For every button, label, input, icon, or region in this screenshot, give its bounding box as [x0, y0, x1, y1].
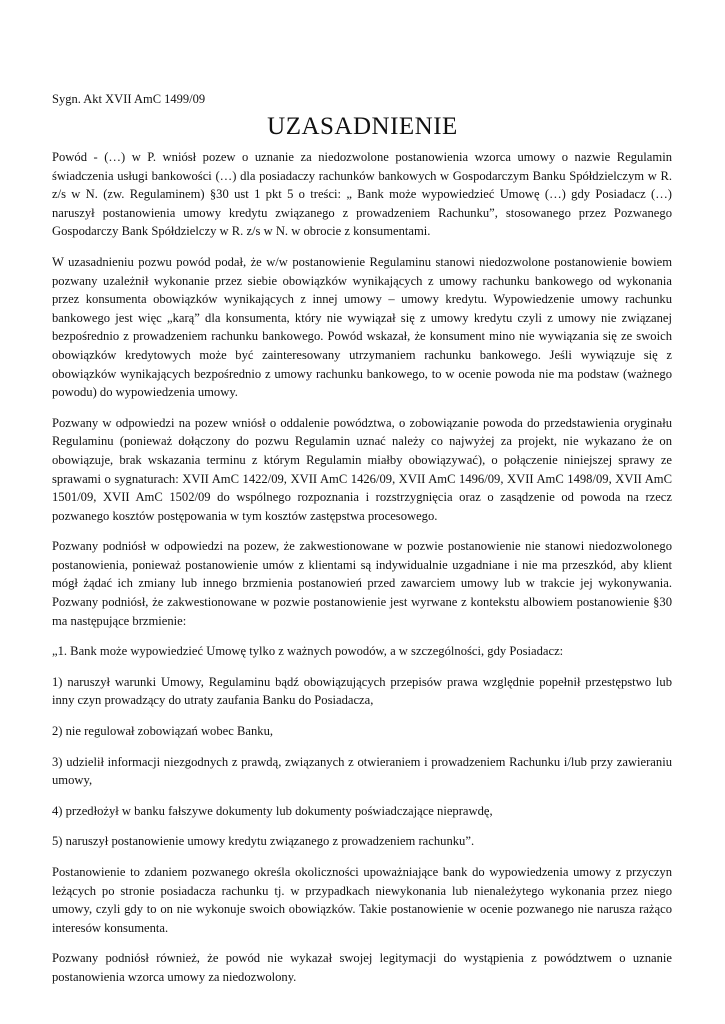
clause-item-5: 5) naruszył postanowienie umowy kredytu związanego z prowadzeniem rachunku”. [52, 834, 475, 849]
clause-item-3: 3) udzielił informacji niezgodnych z prawdą, związanych z otwieraniem i prowadzeniem Rachunku i/lub przy zawieraniu umowy, [52, 754, 672, 788]
paragraph: Pozwany podniósł również, że powód nie wykazał swojej legitymacji do wystąpienia z powództwem o uznanie postanowienia wzorca umowy za niedozwolony. [52, 951, 672, 984]
paragraph: Pozwany w odpowiedzi na pozew wniósł o oddalenie powództwa, o zobowiązanie powoda do przedstawienia oryginału Regulaminu (ponieważ dołączony do pozwu Regulamin uznać należy co najwyżej za projekt, nie wykazano że on obowiązuje, brak wskazania terminu z którym Regulamin miałby obowiązywać), o połączenie niniejszej sprawy ze sprawami o sygnaturach: XVII AmC 1422/09, XVII AmC 1426/09, XVII AmC 1496/09, XVII AmC 1498/09, XVII AmC 1501/09, XVII AmC 1502/09 do wspólnego rozpoznania i rozstrzygnięcia oraz o zasądzenie od powoda na rzecz pozwanego kosztów postępowania w tym kosztów zastępstwa procesowego. [52, 415, 672, 523]
quoted-clause-intro: „1. Bank może wypowiedzieć Umowę tylko z ważnych powodów, a w szczególności, gdy Posiadacz: [52, 644, 564, 659]
paragraph: Pozwany podniósł w odpowiedzi na pozew, że zakwestionowane w pozwie postanowienie nie stanowi niedozwolonego postanowienia, ponieważ postanowienie umów z klientami są indywidualnie uzgadniane i nie ma przeszkód, aby klient mógł żądać ich zmiany lub innego brzmienia postanowień przed zawarciem umowy lub w trakcie jej wykonywania. Pozwany podniósł, że zakwestionowane w pozwie postanowienie jest wyrwane z kontekstu albowiem postanowienie §30 ma następujące brzmienie: [52, 539, 672, 628]
clause-item-2: 2) nie regulował zobowiązań wobec Banku, [52, 724, 274, 739]
paragraph: Postanowienie to zdaniem pozwanego określa okoliczności upoważniające bank do wypowiedzenia umowy z przyczyn leżących po stronie posiadacza rachunku tj. w przypadkach niewykonania lub nienależytego wykonania przez niego umowy, czyli gdy to on nie wykonuje swoich obowiązków. Takie postanowienie w ocenie pozwanego nie narusza rażąco interesów konsumenta. [52, 865, 672, 935]
clause-item-1: 1) naruszył warunki Umowy, Regulaminu bądź obowiązujących przepisów prawa względnie popełnił przestępstwo lub inny czyn prowadzący do utraty zaufania Banku do Posiadacza, [52, 674, 672, 708]
clause-item-4: 4) przedłożył w banku fałszywe dokumenty lub dokumenty poświadczające nieprawdę, [52, 803, 493, 818]
document-title: UZASADNIENIE [267, 113, 458, 140]
case-reference: Sygn. Akt XVII AmC 1499/09 [52, 92, 206, 106]
paragraph: Powód - (…) w P. wniósł pozew o uznanie za niedozwolone postanowienia wzorca umowy o nazwie Regulamin świadczenia usługi bankowości (…) dla posiadaczy rachunków bankowych w Gospodarczym Banku Spółdzielczym w R. z/s w N. (zw. Regulaminem) §30 ust 1 pkt 5 o treści: „ Bank może wypowiedzieć Umowę (…) gdy Posiadacz (…) naruszył postanowienia umowy kredytu związanego z prowadzeniem Rachunku”, stosowanego przez Pozwanego Gospodarczy Bank Spółdzielczy w R. z/s w N. w obrocie z konsumentami. [52, 150, 672, 239]
document-body [52, 148, 672, 999]
paragraph: W uzasadnieniu pozwu powód podał, że w/w postanowienie Regulaminu stanowi niedozwolone postanowienie bowiem pozwany uzależnił wykonanie przez siebie obowiązków wynikających z umowy rachunku bankowego od wykonania przez konsumenta obowiązków wynikających z innej umowy – umowy kredytu. Wypowiedzenie umowy rachunku bankowego jest więc „karą” dla konsumenta, który nie wywiązał się z umowy kredytu czyli z umowy nie związanej bezpośrednio z prowadzeniem rachunku bankowego. Powód wskazał, że konsument mino nie wywiązania się ze swoich obowiązków kredytowych może być zainteresowany utrzymaniem rachunku bankowego. Jeśli wywiązuje się z obowiązków wynikających bezpośrednio z umowy rachunku bankowego, to w ocenie powoda nie ma podstaw (ważnego powodu) do wypowiedzenia umowy. [52, 254, 672, 400]
